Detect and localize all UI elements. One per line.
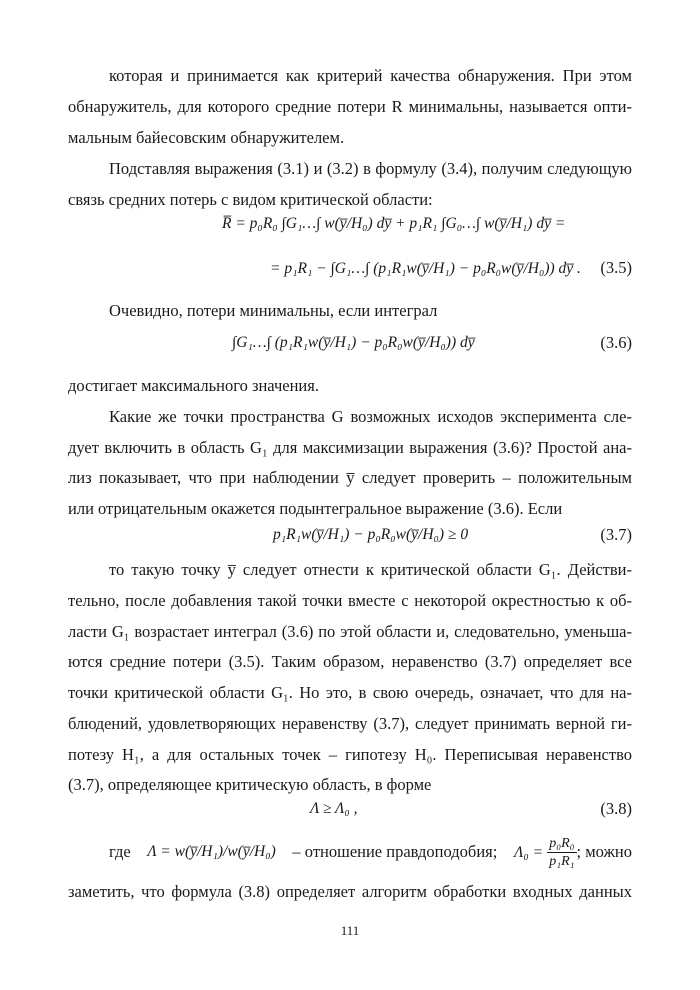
fraction-denominator: p₁R₁ (549, 854, 575, 870)
lambda0-fraction (547, 835, 576, 870)
lambda0-expression (514, 834, 632, 871)
lambda0-lhs: Λ₀ = (513, 843, 544, 861)
fraction-numerator: p₀R₀ (549, 836, 575, 852)
equation-3-5-line-1: R̅ = p₀R₀ ∫G₁…∫ w(y̅/H₀) dy̅ + p₁R₁ ∫G₀…∫ w(y̅/H₁) dy̅ = (222, 215, 566, 232)
text-line: потезу H₁, а для остальных точек – гипотезу H₀. Переписывая неравенство (68, 745, 632, 764)
text-line: связь средних потерь с видом критической области: (68, 190, 433, 209)
likelihood-ratio-line (109, 834, 632, 870)
ratio-text: – отношение правдоподобия; (292, 842, 498, 861)
text-line: точки критической области G₁. Но это, в свою очередь, означает, что для на- (68, 683, 632, 702)
equation-3-5-line-2: = p₁R₁ − ∫G₁…∫ (p₁R₁w(y̅/H₁) − p₀R₀w(y̅/H₀)) dy̅ . (270, 260, 581, 277)
equation-number: (3.5) (600, 258, 632, 277)
text-line: или отрицательным окажется подынтегральное выражение (3.6). Если (68, 499, 563, 518)
equation-3-6: ∫G₁…∫ (p₁R₁w(y̅/H₁) − p₀R₀w(y̅/H₀)) dy̅ (232, 334, 475, 351)
text-line: ласти G₁ возрастает интеграл (3.6) по этой области и, следовательно, уменьша- (68, 622, 632, 641)
text-line: Очевидно, потери минимальны, если интеграл (109, 301, 438, 320)
text-line: ются средние потери (3.5). Таким образом, неравенство (3.7) определяет все (68, 652, 632, 671)
text-line: мальным байесовским обнаружителем. (68, 128, 345, 147)
text-line: блюдений, удовлетворяющих неравенству (3.7), следует принимать верной ги- (68, 714, 632, 733)
text-line: которая и принимается как критерий качества обнаружения. При этом (109, 66, 632, 85)
text-line: Подставляя выражения (3.1) и (3.2) в формулу (3.4), получим следующую (109, 159, 632, 178)
text-line: достигает максимального значения. (68, 376, 319, 395)
text-line: лиз показывает, что при наблюдении y̅ следует проверить – положительным (68, 468, 632, 487)
lambda-definition: Λ = w(y̅/H₁)/w(y̅/H₀) (147, 843, 276, 860)
text-line: Какие же точки пространства G возможных исходов эксперимента сле- (109, 407, 632, 426)
equation-number: (3.8) (600, 799, 632, 818)
equation-number: (3.7) (600, 525, 632, 544)
text-line: тельно, после добавления такой точки вместе с некоторой окрестностью к об- (68, 591, 632, 610)
text-line: заметить, что формула (3.8) определяет алгоритм обработки входных данных (68, 882, 632, 901)
text-line: то такую точку y̅ следует отнести к критической области G₁. Действи- (109, 560, 632, 579)
after-text: ; можно (576, 841, 632, 861)
text-line: обнаружитель, для которого средние потери R минимальны, называется опти- (68, 97, 632, 116)
equation-number: (3.6) (600, 333, 632, 352)
text-line: дует включить в область G₁ для максимизации выражения (3.6)? Простой ана- (68, 438, 632, 457)
page-number: 111 (340, 923, 360, 938)
where-word: где (109, 842, 131, 861)
equation-3-8: Λ ≥ Λ₀ , (310, 800, 358, 817)
equation-3-7: p₁R₁w(y̅/H₁) − p₀R₀w(y̅/H₀) ≥ 0 (273, 526, 469, 543)
text-line: (3.7), определяющее критическую область, в форме (68, 775, 432, 794)
